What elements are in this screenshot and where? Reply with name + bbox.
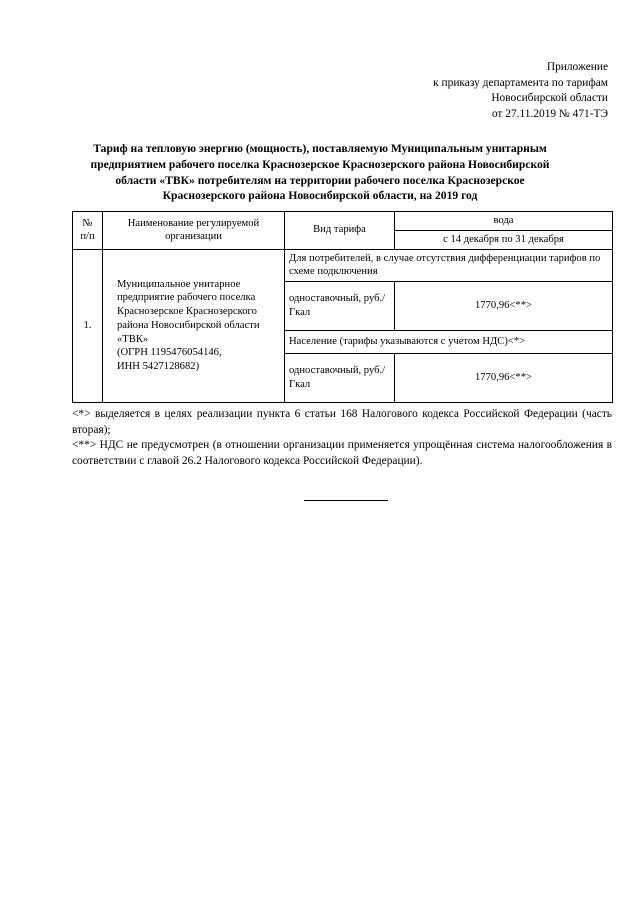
appendix-reference	[433, 60, 608, 123]
table-row	[73, 249, 613, 282]
row-org	[103, 249, 285, 403]
footnote: <**> НДС не предусмотрен (в отношении организации применяется упрощённая система налогообложения в соответствии с главой 26.2 Налогового кодекса Российской Федерации).	[72, 439, 612, 468]
group2-type: одноставочный, руб./Гкал	[285, 354, 395, 403]
closing-divider	[304, 500, 388, 501]
appendix-line: к приказу департамента по тарифам	[433, 76, 608, 89]
group1-type: одноставочный, руб./Гкал	[285, 282, 395, 331]
appendix-line: от 27.11.2019 № 471-ТЭ	[491, 108, 608, 121]
org-line: «ТВК»	[117, 333, 149, 345]
footnotes	[72, 407, 612, 470]
group1-label: Для потребителей, в случае отсутствия дифференциации тарифов по схеме подключения	[285, 249, 613, 282]
tariff-table	[72, 211, 613, 403]
header-num: № п/п	[73, 212, 103, 250]
org-line: предприятие рабочего поселка	[117, 292, 256, 304]
table-header-row	[73, 212, 613, 231]
org-line: Муниципальное унитарное	[117, 278, 241, 290]
header-org: Наименование регулируемой организации	[103, 212, 285, 250]
org-line: района Новосибирской области	[117, 319, 260, 331]
group2-value: 1770,96<**>	[395, 354, 613, 403]
header-period: с 14 декабря по 31 декабря	[395, 230, 613, 249]
org-line: ИНН 5427128682)	[117, 361, 200, 373]
row-num: 1.	[73, 249, 103, 403]
document-title: Тариф на тепловую энергию (мощность), поставляемую Муниципальным унитарным предприятием рабочего поселка Краснозерское Краснозерского района Новосибирской области «ТВК» потребителям на территории рабочего поселка Краснозерское Краснозерского района Новосибирской области, на 2019 год	[90, 142, 550, 203]
footnote: <*> выделяется в целях реализации пункта 6 статьи 168 Налогового кодекса Российской Федерации (часть вторая);	[72, 408, 612, 436]
group1-value: 1770,96<**>	[395, 282, 613, 331]
org-line: Краснозерское Краснозерского	[117, 306, 257, 318]
header-water: вода	[395, 212, 613, 231]
appendix-line: Новосибирской области	[491, 92, 608, 105]
group2-label: Население (тарифы указываются с учетом НДС)<*>	[285, 331, 613, 354]
org-line: (ОГРН 1195476054146,	[117, 347, 222, 359]
header-tariff-type: Вид тарифа	[285, 212, 395, 250]
appendix-line: Приложение	[546, 61, 608, 73]
